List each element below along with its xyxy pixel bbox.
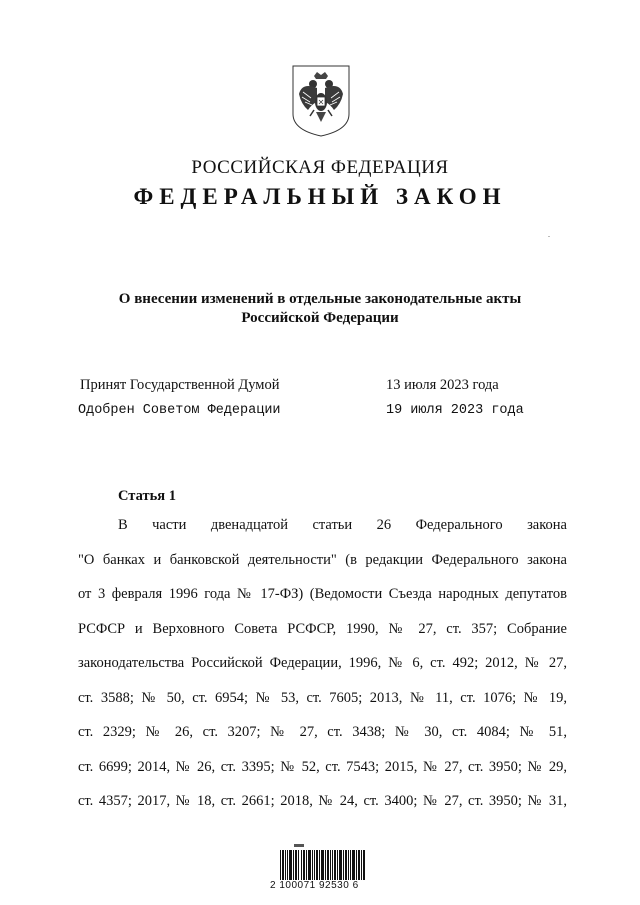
article-text-line: законодательства Российской Федерации, 1996, № 6, ст. 492; 2012, № 27, <box>78 655 567 671</box>
adopted-by-duma-label: Принят Государственной Думой <box>80 377 280 393</box>
barcode-number: 2 100071 92530 6 <box>270 880 359 891</box>
article-heading: Статья 1 <box>118 488 176 504</box>
article-text-line: ст. 6699; 2014, № 26, ст. 3395; № 52, ст. 7543; 2015, № 27, ст. 3950; № 29, <box>78 758 567 775</box>
article-text-line: ст. 2329; № 26, ст. 3207; № 27, ст. 3438; № 30, ст. 4084; № 51, <box>78 724 567 740</box>
coat-of-arms-emblem-icon <box>290 64 352 138</box>
article-body <box>78 517 567 828</box>
article-text-line: ст. 3588; № 50, ст. 6954; № 53, ст. 7605; 2013, № 11, ст. 1076; № 19, <box>78 689 567 706</box>
article-text-line: ст. 4357; 2017, № 18, ст. 2661; 2018, № 24, ст. 3400; № 27, ст. 3950; № 31, <box>78 793 567 809</box>
article-text-line: В части двенадцатой статьи 26 Федерального закона <box>118 517 567 533</box>
adopted-by-duma-date: 13 июля 2023 года <box>386 377 499 393</box>
article-text-line: от 3 февраля 1996 года № 17-ФЗ) (Ведомости Съезда народных депутатов <box>78 586 567 602</box>
approved-by-council-date: 19 июля 2023 года <box>386 403 524 418</box>
law-title <box>0 290 640 328</box>
approved-by-council-label: Одобрен Советом Федерации <box>78 403 281 418</box>
scan-dot <box>548 236 550 237</box>
law-type-heading: ФЕДЕРАЛЬНЫЙ ЗАКОН <box>133 184 507 209</box>
article-text-line: "О банках и банковской деятельности" (в редакции Федерального закона <box>78 551 567 568</box>
barcode-icon <box>280 844 366 880</box>
article-text-line: РСФСР и Верховного Совета РСФСР, 1990, № 27, ст. 357; Собрание <box>78 620 567 637</box>
law-title-line-1: О внесении изменений в отдельные законодательные акты <box>118 291 522 307</box>
law-title-line-2: Российской Федерации <box>241 310 399 326</box>
country-heading: РОССИЙСКАЯ ФЕДЕРАЦИЯ <box>191 157 449 178</box>
